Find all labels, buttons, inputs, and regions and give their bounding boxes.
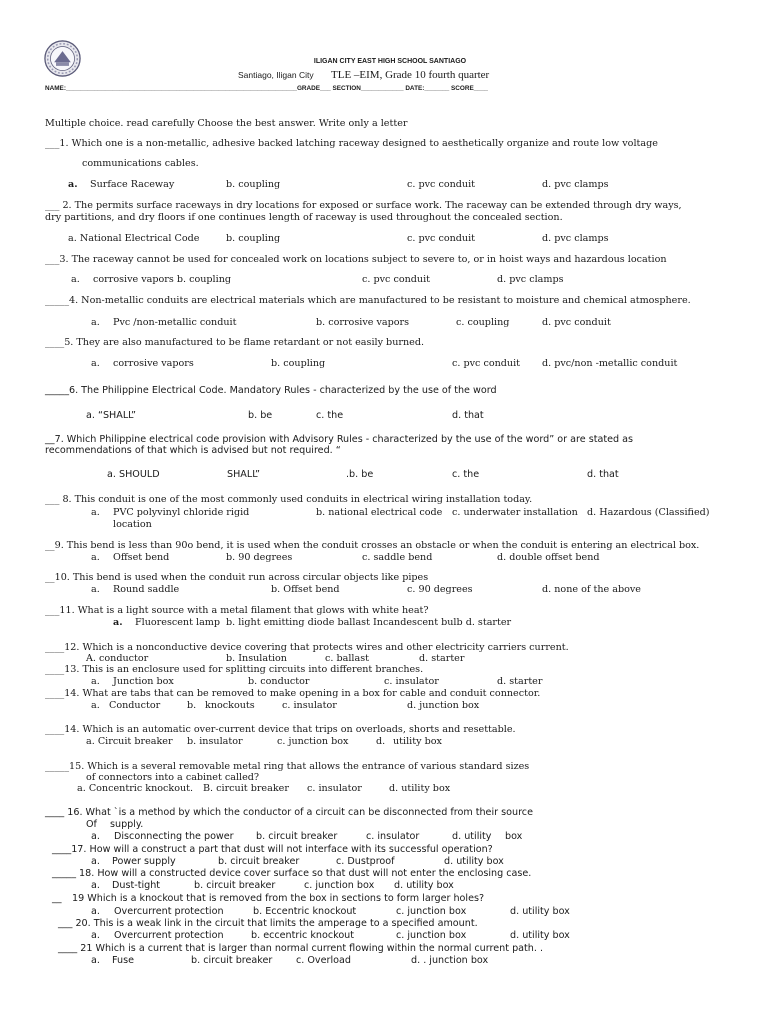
choice-b: b. insulator [187,736,243,747]
question-7-line-1: __7. Which Philippine electrical code provision with Advisory Rules - characterized by the use of the word” or are stated as [45,434,634,445]
choice-d: d. . junction box [411,955,489,966]
question-14-line-1: ____14. What are tabs that can be removed to make opening in a box for cable and conduit connector. [45,688,541,699]
choice-letter: a. [91,906,100,917]
choice-b: b. coupling [226,233,281,244]
choice-d: d. starter [419,653,465,664]
choice-c: c. Dustproof [336,856,395,867]
question-8-line-1: ___ 8. This conduit is one of the most commonly used conduits in electrical wiring installation today. [45,494,533,505]
choice-b: b. national electrical code [316,507,443,518]
choice-b: .b. be [346,469,374,480]
question-19-blank: __ [52,893,62,904]
question-5-line-1: ____5. They are also manufactured to be flame retardant or not easily burned. [45,337,425,348]
choice-d: d. double offset bend [497,552,600,563]
choice-a: Overcurrent protection [114,906,224,917]
choice-letter: a. [91,856,100,867]
choice-letter: a. [71,274,80,285]
choice-letter: a. [68,179,78,190]
choice-a: A. conductor [86,653,149,664]
choice-c: c. 90 degrees [407,584,473,595]
choice-a: a. Concentric knockout. [77,783,194,794]
choice-d: d. utility box [444,856,504,867]
choice-letter: a. [91,584,100,595]
choice-d: d. starter [497,676,543,687]
choice-b: b. Eccentric knockout [253,906,357,917]
choice-d: d. pvc clamps [542,179,609,190]
choice-b: b. coupling [271,358,326,369]
choice-d: d. Hazardous (Classified) [587,507,710,518]
question-11-line-1: ___11. What is a light source with a metal filament that glows with white heat? [45,605,429,616]
choice-c: c. pvc conduit [452,358,521,369]
question-15-line-2: of connectors into a cabinet called? [86,772,260,783]
question-12-line-1: ____12. Which is a nonconductive device covering that protects wires and other electricity carriers current. [45,642,569,653]
choice-b: b. circuit breaker [191,955,273,966]
choice-d: d. pvc conduit [542,317,611,328]
choice-c: c. insulator [366,831,420,842]
choice-c: c. junction box [396,906,467,917]
choice-c: c. ballast [325,653,369,664]
choice-b-to-d: b. light emitting diode ballast Incandescent bulb d. starter [226,617,512,628]
choice-c: c. junction box [277,736,349,747]
choice-b: b. 90 degrees [226,552,293,563]
choice-d-continued: box [505,831,523,842]
choice-b: b. circuit breaker [218,856,300,867]
choice-c: c. the [316,410,344,421]
choice-letter: a. [91,930,100,941]
choice-c: c. pvc conduit [407,179,476,190]
choice-b: b. Insulation [226,653,287,664]
choice-d: d. that [587,469,619,480]
question-1-line-1: ___1. Which one is a non-metallic, adhesive backed latching raceway designed to aesthetically organize and route low voltage [45,138,658,149]
choice-letter: a. [113,617,123,628]
choice-c: c. junction box [304,880,375,891]
choice-a: a. SHOULD [107,469,160,480]
choice-letter: a. [91,955,100,966]
choice-c: c. Overload [296,955,351,966]
choice-letter: b. [187,700,197,711]
question-21-line-1: ____ 21 Which is a current that is larger than normal current flowing within the normal current path. . [58,943,544,954]
choice-a: Disconnecting the power [114,831,234,842]
choice-c: c. the [452,469,480,480]
choice-a: Round saddle [113,584,180,595]
choice-b: b. circuit breaker [194,880,276,891]
choice-letter: a. [91,880,100,891]
choice-a: Surface Raceway [90,179,175,190]
question-17-line-1: ____17. How will a construct a part that dust will not interface with its successful operation? [52,844,493,855]
choice-a-continued: SHALL” [227,469,261,480]
choice-c: c. pvc conduit [362,274,431,285]
choice-b: B. circuit breaker [203,783,289,794]
student-info-line: NAME:_________________________________________________________________GRADE___ SECTION____________ DATE:_______ SCORE____ [45,85,488,92]
choice-b: knockouts [205,700,255,711]
choice-b: b. corrosive vapors [316,317,410,328]
choice-d: d. none of the above [542,584,641,595]
choice-d: d. utility box [389,783,451,794]
choice-d: d. pvc clamps [497,274,564,285]
choice-a: a. “SHALL” [86,410,136,421]
choice-a: Fluorescent lamp [135,617,221,628]
choice-letter: a. [91,552,100,563]
question-3-line-1: ___3. The raceway cannot be used for concealed work on locations subject to severe to, or in hoist ways and hazardous location [45,254,667,265]
choice-a: Conductor [109,700,161,711]
choice-d: d. utility [452,831,492,842]
choice-a: Pvc /non-metallic conduit [113,317,237,328]
question-4-line-1: _____4. Non-metallic conduits are electrical materials which are manufactured to be resistant to moisture and chemical atmosphere. [45,295,691,306]
choice-letter: d. [376,736,386,747]
choice-c: c. insulator [307,783,362,794]
choice-d: d. utility box [394,880,454,891]
question-10-line-1: __10. This bend is used when the conduit run across circular objects like pipes [45,572,429,583]
question-16-line-1: ____ 16. What `is a method by which the conductor of a circuit can be disconnected from their source [45,807,533,818]
choice-c: c. pvc conduit [407,233,476,244]
question-18-line-1: _____ 18. How will a constructed device cover surface so that dust will not enter the enclosing case. [52,868,532,879]
school-name: ILIGAN CITY EAST HIGH SCHOOL SANTIAGO [313,58,467,65]
question-6-line-1: _____6. The Philippine Electrical Code. Mandatory Rules - characterized by the use of the word [45,385,497,396]
question-20-line-1: ___ 20. This is a weak link in the circuit that limits the amperage to a specified amount. [58,918,478,929]
choice-letter: a. [91,700,100,711]
question-14b-line-1: ____14. Which is an automatic over-current device that trips on overloads, shorts and resettable. [45,724,516,735]
choice-a: Junction box [113,676,174,687]
choice-a: Fuse [112,955,134,966]
question-13-line-1: ____13. This is an enclosure used for splitting circuits into different branches. [45,664,424,675]
choice-a: PVC polyvinyl chloride rigid [113,507,250,518]
choice-c: c. junction box [396,930,467,941]
question-7-line-2: recommendations of that which is advised but not required. “ [45,445,341,456]
choice-a: Dust-tight [112,880,161,891]
choice-b: b. eccentric knockout [251,930,355,941]
choice-b: b. circuit breaker [256,831,338,842]
choice-a: a. National Electrical Code [68,233,200,244]
question-9-line-1: __9. This bend is less than 90o bend, it is used when the conduit crosses an obstacle or when the conduit is entering an electrical box. [45,540,700,551]
question-16-line-2b: supply. [110,819,144,830]
choice-d: d. junction box [407,700,480,711]
choice-b: b. conductor [248,676,310,687]
choice-d: d. utility box [510,930,570,941]
question-1-line-2: communications cables. [82,158,199,169]
choice-letter: a. [91,317,100,328]
choice-d: d. utility box [510,906,570,917]
choice-a: corrosive vapors b. coupling [93,274,232,285]
choice-a-continued: location [113,519,152,530]
choice-letter: a. [91,831,100,842]
question-19-line-1: 19 Which is a knockout that is removed from the box in sections to form larger holes? [72,893,485,904]
question-2-line-1: ___ 2. The permits surface raceways in dry locations for exposed or surface work. The raceway can be extended through dry ways, [45,200,682,211]
question-15-line-1: _____15. Which is a several removable metal ring that allows the entrance of various standard sizes [45,761,530,772]
choice-d: d. pvc clamps [542,233,609,244]
choice-a: corrosive vapors [113,358,194,369]
choice-letter: a. [91,676,100,687]
school-location: Santiago, Iligan City [238,70,314,80]
choice-d: d. that [452,410,484,421]
instructions: Multiple choice. read carefully Choose the best answer. Write only a letter [45,118,408,129]
choice-letter: a. [91,507,100,518]
choice-b: b. be [248,410,273,421]
choice-a: Power supply [112,856,176,867]
choice-b: b. Offset bend [271,584,340,595]
choice-c: c. insulator [282,700,337,711]
choice-d: utility box [393,736,442,747]
choice-a: Overcurrent protection [114,930,224,941]
subject-title: TLE –EIM, Grade 10 fourth quarter [331,69,490,81]
choice-c: c. coupling [456,317,510,328]
choice-d: d. pvc/non -metallic conduit [542,358,678,369]
choice-a: a. Circuit breaker [86,736,173,747]
question-2-line-2: dry partitions, and dry floors if one continues length of raceway is used throughout the concealed section. [45,212,563,223]
choice-b: b. coupling [226,179,281,190]
choice-a: Offset bend [113,552,170,563]
question-16-line-2a: Of [86,819,97,830]
choice-c: c. insulator [384,676,439,687]
choice-c: c. saddle bend [362,552,433,563]
choice-letter: a. [91,358,100,369]
choice-c: c. underwater installation [452,507,578,518]
